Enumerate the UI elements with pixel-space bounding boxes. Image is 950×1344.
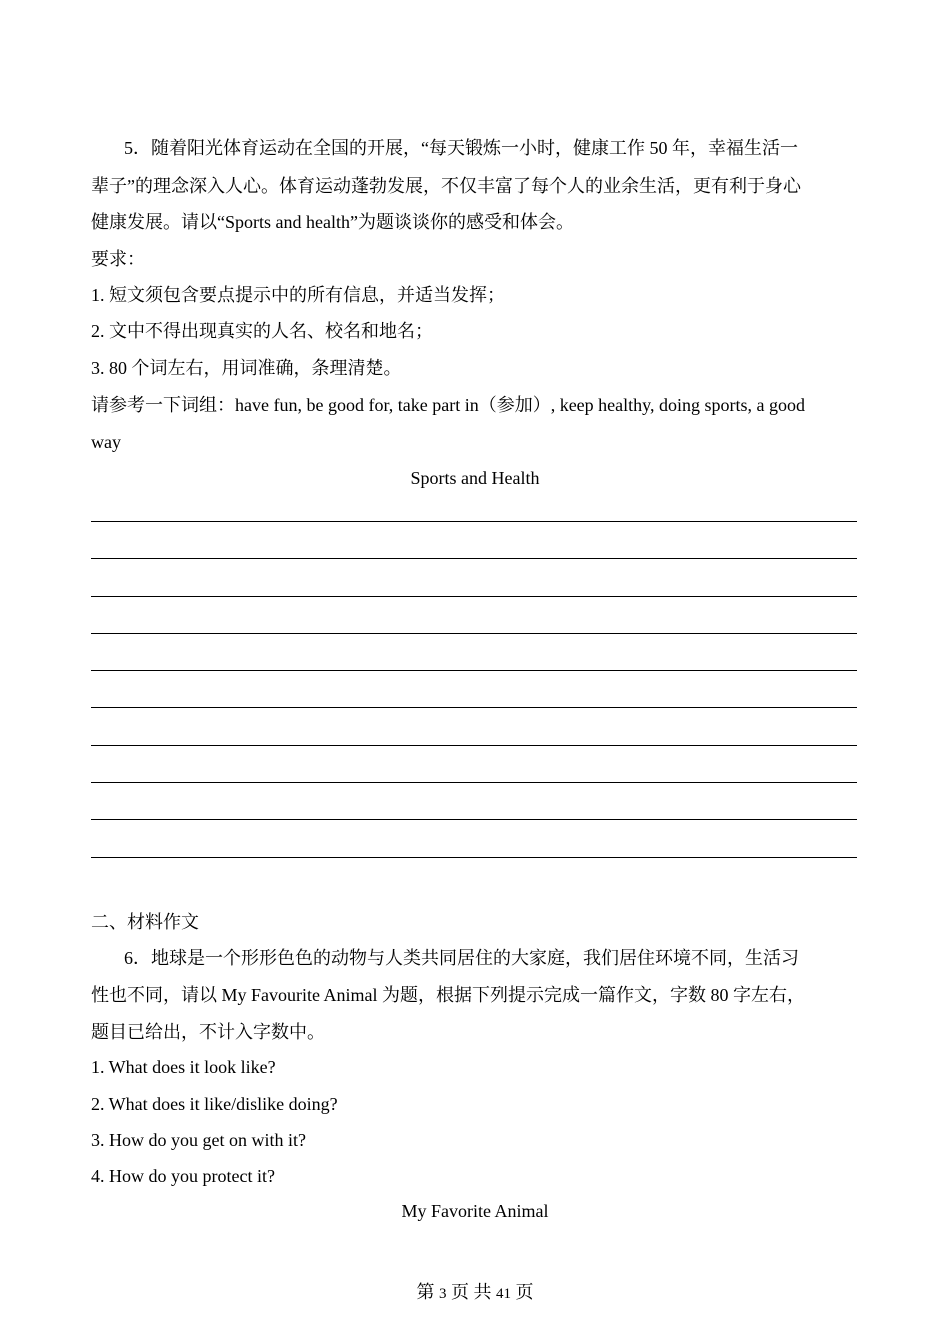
- q6-paragraph-line-3: 题目已给出，不计入字数中。: [91, 1022, 325, 1042]
- section-heading: 二、材料作文: [91, 912, 199, 932]
- footer-middle: 页 共: [451, 1282, 492, 1302]
- footer-prefix: 第: [416, 1282, 435, 1302]
- writing-line[interactable]: [91, 745, 857, 746]
- q5-essay-title: Sports and Health: [410, 468, 540, 488]
- total-pages: 41: [496, 1286, 511, 1302]
- q5-reference-phrases-line-1: 请参考一下词组：have fun, be good for, take part in（参加）, keep healthy, doing sports, a good: [91, 395, 805, 415]
- page-footer: [0, 1280, 950, 1306]
- q6-question-2: 2. What does it like/dislike doing?: [91, 1094, 338, 1114]
- writing-line[interactable]: [91, 707, 857, 708]
- q5-paragraph-line-2: 辈子”的理念深入人心。体育运动蓬勃发展，不仅丰富了每个人的业余生活，更有利于身心: [91, 176, 801, 196]
- writing-line[interactable]: [91, 596, 857, 597]
- q5-paragraph-line-3: 健康发展。请以“Sports and health”为题谈谈你的感受和体会。: [91, 212, 574, 232]
- q5-reference-phrases-line-2: way: [91, 432, 121, 452]
- q5-requirement-1: 1. 短文须包含要点提示中的所有信息，并适当发挥；: [91, 285, 505, 305]
- q6-paragraph-line-2: 性也不同，请以 My Favourite Animal 为题，根据下列提示完成一篇作文，字数 80 字左右，: [91, 985, 805, 1005]
- writing-line[interactable]: [91, 521, 857, 522]
- writing-line[interactable]: [91, 670, 857, 671]
- writing-line[interactable]: [91, 558, 857, 559]
- footer-suffix: 页: [515, 1282, 534, 1302]
- q6-paragraph-line-1: 6．地球是一个形形色色的动物与人类共同居住的大家庭，我们居住环境不同，生活习: [124, 948, 799, 968]
- writing-line[interactable]: [91, 819, 857, 820]
- writing-line[interactable]: [91, 633, 857, 634]
- writing-line[interactable]: [91, 857, 857, 858]
- writing-line[interactable]: [91, 782, 857, 783]
- q6-essay-title: My Favorite Animal: [401, 1201, 549, 1221]
- q5-requirement-2: 2. 文中不得出现真实的人名、校名和地名；: [91, 321, 433, 341]
- q5-requirement-3: 3. 80 个词左右，用词准确，条理清楚。: [91, 358, 402, 378]
- q5-requirements-label: 要求：: [91, 249, 145, 269]
- q5-paragraph-line-1: 5．随着阳光体育运动在全国的开展，“每天锻炼一小时，健康工作 50 年，幸福生活一: [124, 138, 798, 158]
- q6-question-4: 4. How do you protect it?: [91, 1166, 275, 1186]
- q6-question-1: 1. What does it look like?: [91, 1057, 276, 1077]
- page-number: 3: [439, 1286, 447, 1302]
- q6-question-3: 3. How do you get on with it?: [91, 1130, 306, 1150]
